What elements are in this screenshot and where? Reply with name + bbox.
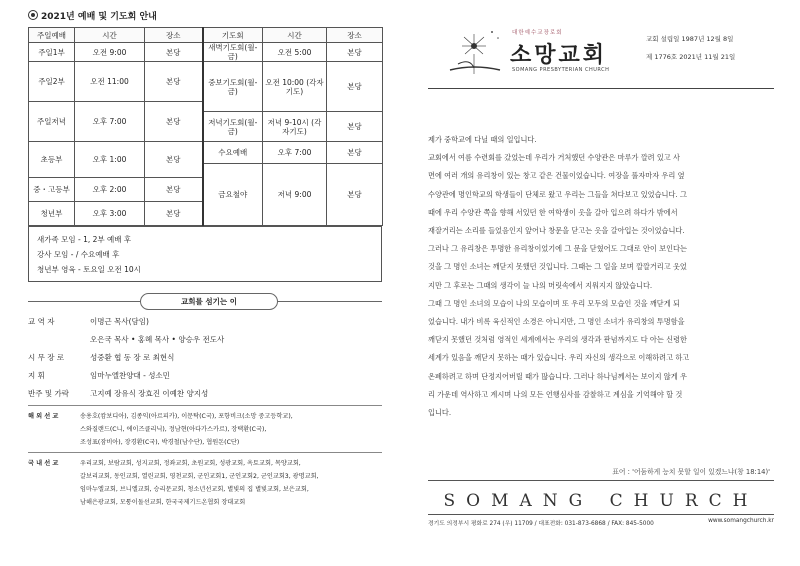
service-place: 본당 — [145, 43, 203, 62]
service-time: 오후 2:00 — [75, 178, 145, 202]
address-line — [428, 518, 774, 527]
service-place: 본당 — [145, 62, 203, 102]
table-row — [29, 62, 383, 82]
founded-date: 교회 설립일 1987년 12월 8일 — [646, 35, 734, 43]
staff-list — [28, 313, 382, 509]
divider — [28, 405, 382, 406]
prayer-place: 본당 — [327, 142, 383, 164]
service-time: 오전 11:00 — [75, 62, 145, 102]
header-cell: 주일예배 — [29, 28, 75, 43]
foreign-mission — [28, 410, 382, 450]
prayer-time: 저녁 9-10시 (각자기도) — [263, 112, 327, 142]
table-row — [29, 43, 383, 62]
article-line: 교회에서 여름 수련회를 갔었는데 우리가 거처했던 수양관은 마루가 깔려 있고 사 — [428, 153, 680, 163]
mission-line: 우리교회, 보람교회, 성지교회, 정좌교회, 초원교회, 성광교회, 옥토교회, 목양교회, — [80, 459, 301, 467]
article-line: 재잘거리는 소리를 들었음인지 앞어나 창문을 닫고는 옷을 갈아입는 것이었습니다. — [428, 226, 685, 236]
article-line: 입니다. — [428, 408, 452, 418]
mission-line: 송용호(캄보디아), 김종익(아르피카), 이문탁(C국), 포항비크(소망 중고등학교), — [80, 413, 293, 420]
staff-row: 교 역 자 이명근 목사(담임) — [28, 317, 149, 326]
service-name: 주일1부 — [29, 43, 75, 62]
service-name: 초등부 — [29, 142, 75, 178]
prayer-name: 수요예배 — [203, 142, 263, 164]
prayer-time: 오후 7:00 — [263, 142, 327, 164]
table-header-row — [29, 28, 383, 43]
mission-line: 갈보리교회, 동인교회, 열린교회, 영천교회, 군인교회1, 군인교회2, 군인교회3, 광명교회, — [80, 472, 319, 480]
article-line: 수양관에 명인학교의 학생들이 단체로 왔고 우리는 그들을 쳐다보고 있었습니다. 그 — [428, 189, 687, 199]
divider — [428, 480, 774, 481]
article-line: 것을 그 명인 소녀는 깨닫지 못했던 것입니다. 그때는 그 일을 보며 깔깔거리고 웃었 — [428, 262, 687, 272]
left-page — [28, 10, 382, 509]
article-line: 면에 여러 개의 유리창이 있는 창고 같은 건물이었습니다. 여장을 풀자마자 우리 옆 — [428, 171, 685, 181]
prayer-place: 본당 — [327, 164, 383, 226]
article-line: 제가 중학교에 다닐 때의 일입니다. — [428, 135, 537, 144]
issue-number: 제 1776호 2021년 11월 21일 — [646, 53, 736, 61]
divider — [428, 514, 774, 515]
denomination: 대한예수교장로회 — [512, 30, 563, 36]
devotional-article — [428, 131, 774, 422]
website-link[interactable]: www.somangchurch.kr — [708, 518, 774, 524]
mission-label: 국 내 선 교 — [28, 459, 59, 467]
motto-verse: 표어 : '어둠하게 능치 못할 일이 있겠느냐(창 18:14)' — [612, 468, 770, 476]
notice-item: 청년부 영육 - 토요일 오전 10시 — [37, 265, 141, 274]
staff-header — [28, 291, 382, 313]
schedule-title: 2021년 예배 및 기도회 안내 — [28, 10, 382, 24]
service-time: 오후 1:00 — [75, 142, 145, 178]
header-cell: 시간 — [75, 28, 145, 43]
staff-title: 교회를 섬기는 이 — [140, 293, 278, 310]
service-time: 오후 3:00 — [75, 202, 145, 226]
worship-schedule-table — [28, 27, 383, 226]
prayer-place: 본당 — [327, 62, 383, 112]
prayer-name: 새벽기도회(월-금) — [203, 43, 263, 62]
mission-line: 임마누엘교회, 브니엘교회, 승리문교회, 청소년선교회, 별빛의 집 별빛교회, 보은교회, — [80, 486, 309, 494]
right-page — [418, 0, 774, 566]
footer-title: SOMANG CHURCH — [443, 491, 759, 511]
article-line: 리 가운데 역사하고 계시며 나의 모든 언행심사를 감찰하고 계심을 기억해야 할 것 — [428, 389, 683, 399]
staff-row: 오은국 목사 • 홍혜 목사 • 양승우 전도사 — [90, 335, 225, 344]
prayer-place: 본당 — [327, 112, 383, 142]
service-place: 본당 — [145, 102, 203, 142]
article-line: 그러나 그 유리창은 투명한 유리창이었기에 그 문을 닫혔어도 그대로 안이 보인다는 — [428, 244, 687, 254]
church-name-english: SOMANG PRESBYTERIAN CHURCH — [512, 67, 610, 73]
prayer-place: 본당 — [327, 43, 383, 62]
service-place: 본당 — [145, 142, 203, 178]
prayer-name: 저녁기도회(월-금) — [203, 112, 263, 142]
mission-line: 스와질랜드(C니, 에이즈클리닉), 정남현(아다가스카르), 장택환(C국), — [80, 426, 267, 434]
header-cell: 장소 — [327, 28, 383, 43]
divider — [28, 452, 382, 453]
article-line: 지만 그 후로는 그때의 생각이 늘 나의 머릿속에서 지워지지 않았습니다. — [428, 280, 653, 290]
table-row — [29, 142, 383, 164]
service-place: 본당 — [145, 178, 203, 202]
service-time: 오전 9:00 — [75, 43, 145, 62]
article-line: 세계가 있음을 깨닫지 못하는 때가 있습니다. 우리 자신의 생각으로 이해하려고 하고 — [428, 353, 690, 363]
article-line: 때에 우리 수양관 쪽을 향해 서있던 한 여학생이 옷을 갈아 입으려 하다가 밖에서 — [428, 207, 678, 217]
article-line: 온폐하려고 하며 단정지어버릴 때가 많습니다. 그러나 하나님께서는 보이지 않게 우 — [428, 371, 687, 381]
divider — [428, 88, 774, 89]
service-name: 주일저녁 — [29, 102, 75, 142]
staff-row: 지 휘 임마누엘찬양대 - 성소민 — [28, 371, 170, 380]
mission-line: 조성표(잠비아), 장경환(C국), 박경철(남수단), 협원돈(C단) — [80, 439, 240, 447]
notice-item: 강사 모임 - / 수요예배 후 — [37, 250, 120, 259]
article-line: 깨닫지 못했던 것처럼 영적인 세계에서는 우리의 생각과 판념까지도 다 아는 신령한 — [428, 335, 687, 345]
domestic-mission — [28, 457, 382, 510]
bulletin-meta — [646, 30, 735, 66]
article-line: 그때 그 명인 소녀의 모습이 나의 모습이며 또 우리 모두의 모습인 것을 깨닫게 되 — [428, 298, 680, 308]
service-name: 중・고등부 — [29, 178, 75, 202]
staff-row: 반주 및 가락 고지예 장유식 장효진 이예찬 양지성 — [28, 389, 209, 398]
church-name: 소망교회 — [510, 43, 608, 68]
prayer-name: 금요철야 — [203, 164, 263, 226]
service-name: 청년부 — [29, 202, 75, 226]
header-cell: 기도회 — [203, 28, 263, 43]
notice-item: 새가족 모임 - 1, 2부 예배 후 — [37, 235, 132, 244]
header-cell: 장소 — [145, 28, 203, 43]
service-name: 주일2부 — [29, 62, 75, 102]
prayer-time: 오전 10:00 (각자기도) — [263, 62, 327, 112]
service-place: 본당 — [145, 202, 203, 226]
notice-box — [28, 226, 382, 282]
article-line: 었습니다. 내가 비록 육신적인 소경은 아니지만, 그 명인 소녀가 유리창의 투명함을 — [428, 317, 685, 327]
header-cell: 시간 — [263, 28, 327, 43]
circle-bullet-icon — [28, 10, 38, 20]
mission-line: 남해은광교회, 모퉁이돌선교회, 한국국제기드온협회 장대교회 — [80, 499, 246, 507]
mission-label: 해 외 선 교 — [28, 413, 59, 420]
prayer-name: 중보기도회(월-금) — [203, 62, 263, 112]
dandelion-logo-icon — [440, 24, 510, 76]
church-logo — [440, 24, 650, 76]
service-time: 오후 7:00 — [75, 102, 145, 142]
prayer-time: 오전 5:00 — [263, 43, 327, 62]
prayer-time: 저녁 9:00 — [263, 164, 327, 226]
church-address: 경기도 의정부시 평화로 274 (우) 11709 / 대표전화: 031-873-6868 / FAX: 845-5000 — [428, 521, 654, 527]
staff-row: 시 무 장 로 성중환 협 동 장 로 최현식 — [28, 353, 175, 362]
